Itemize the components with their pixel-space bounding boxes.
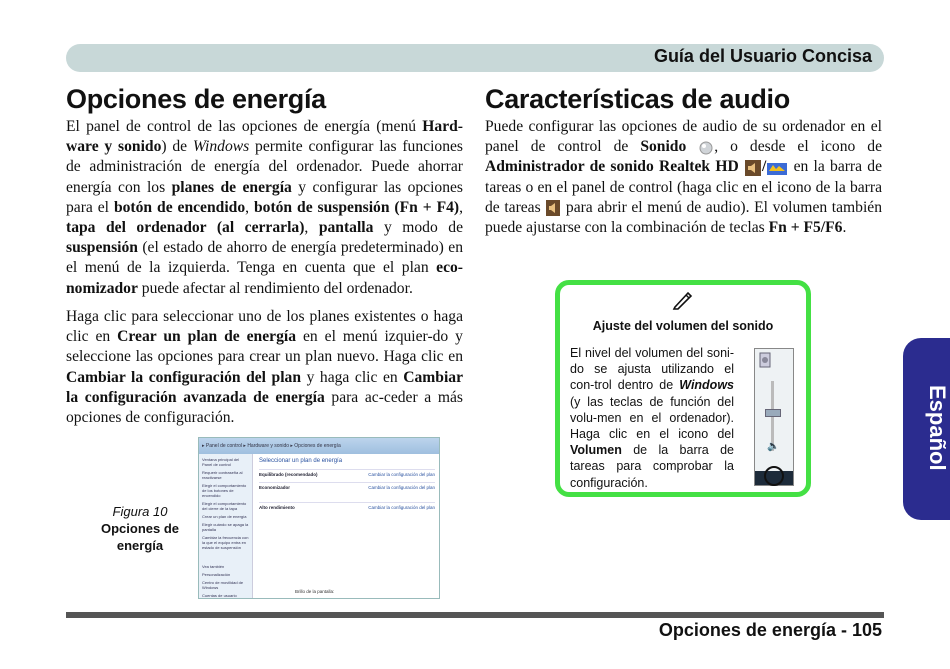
left-heading: Opciones de energía [66, 84, 326, 114]
footer-rule [66, 612, 884, 618]
language-tab-label: Español [925, 385, 950, 471]
speaker-icon: 🔈 [767, 441, 780, 452]
screenshot-plan-row [259, 482, 435, 490]
header-bar [66, 44, 884, 72]
volume-slider-thumb [765, 409, 781, 417]
right-paragraph-part: Puede configurar las opciones de audio de su ordenador en el panel de control de Sonido [485, 118, 882, 156]
screenshot-plan-link: Cambiar la configuración del plan [368, 485, 435, 490]
screenshot-sidebar-item: Cuentas de usuario [202, 593, 237, 598]
pencil-icon [672, 290, 694, 310]
screenshot-plan-link: Cambiar la configuración del plan [368, 472, 435, 477]
screenshot-sidebar [199, 454, 253, 598]
screenshot-sidebar-item: Personalización [202, 572, 231, 577]
right-paragraph-part: en la barra de tareas o en el panel de control (haga clic en el icono de la barra de tareas [485, 158, 883, 216]
right-heading: Características de audio [485, 84, 790, 114]
volume-icon-highlight [764, 466, 784, 486]
screenshot-main-heading: Seleccionar un plan de energía [259, 458, 343, 464]
screenshot-sidebar-item: Elegir el comportamiento del cierre de la tapa [202, 501, 247, 511]
figure-number: Figura 10 [112, 504, 168, 519]
right-paragraph-1 [485, 117, 882, 238]
screenshot-footer: Brillo de la pantalla: [295, 589, 335, 594]
left-paragraph-2: Haga clic para seleccionar uno de los planes existentes o haga clic en Crear un plan de energía en el menú izquier-do y seleccione las opciones para crear un plan nuevo. Haga clic en Cambiar la configuración del plan y haga clic en Cambiar la configuración avanzada de energía para ac-ceder a más opciones de configuración. [66, 308, 463, 427]
right-paragraph-part: para abrir el menú de audio). El volumen también puede ajustarse con la combinación de teclas Fn + F5/F6. [485, 198, 882, 237]
screenshot-sidebar-item: Ventana principal del Panel de control [202, 457, 240, 467]
power-options-screenshot [198, 437, 440, 599]
note-text: El nivel del volumen del soni-do se ajusta utilizando el con-trol dentro de Windows (y las teclas de función del volu-men en el ordenador). Haga clic en el icono del Volumen de la barra de tareas para comprobar la configuración. [570, 346, 734, 490]
volume-device-icon [758, 352, 772, 368]
screenshot-sidebar-item: Elegir cuándo se apaga la pantalla [202, 522, 249, 532]
screenshot-plan-row [259, 469, 435, 477]
realtek-hd-audio-icon [766, 159, 788, 177]
page-footer: Opciones de energía - 105 [658, 620, 882, 640]
screenshot-titlebar: ▸ Panel de control ▸ Hardware y sonido ▸ Opciones de energía [199, 438, 439, 454]
figure-caption [80, 503, 200, 554]
realtek-speaker-icon [744, 159, 762, 177]
header-title: Guía del Usuario Concisa [653, 46, 872, 66]
icon-separator: / [761, 158, 767, 176]
screenshot-sidebar-item: Elegir el comportamiento de los botones de encendido [202, 483, 247, 498]
right-paragraph-part: , o desde el icono de Administrador de sonido Realtek HD [485, 138, 882, 176]
screenshot-plan-name: Alto rendimiento [259, 505, 295, 510]
screenshot-sidebar-item: Vea también [202, 564, 225, 569]
figure-title: Opciones de energía [100, 521, 180, 553]
screenshot-main [255, 454, 439, 598]
screenshot-sidebar-item: Centro de movilidad de Windows [202, 580, 244, 590]
note-title: Ajuste del volumen del sonido [592, 319, 774, 333]
screenshot-plan-link: Cambiar la configuración del plan [368, 505, 435, 510]
sound-icon [698, 140, 714, 156]
screenshot-plan-name: Economizador [259, 485, 291, 490]
screenshot-sidebar-item: Crear un plan de energía [202, 514, 247, 519]
taskbar-speaker-icon [545, 199, 561, 217]
screenshot-sidebar-item: Cambiar la frecuencia con la que el equipo entra en estado de suspensión [202, 535, 249, 550]
screenshot-plan-name: Equilibrado (recomendado) [259, 472, 318, 477]
screenshot-sidebar-item: Requerir contraseña al reactivarse [202, 470, 243, 480]
left-paragraph-1: El panel de control de las opciones de energía (menú Hard-ware y sonido) de Windows permite configurar las funciones de administración de energía del ordenador. Puede ahorrar energía con los planes de energía y configurar las opciones para el botón de encendido, botón de suspensión (Fn + F4), tapa del ordenador (al cerrarla), pantalla y modo de suspensión (el estado de ahorro de energía predeterminado) en el menú de la izquierda. Tenga en cuenta que el plan eco-nomizador puede afectar al rendimiento del ordenador. [66, 118, 464, 297]
screenshot-plan-row [259, 502, 435, 510]
